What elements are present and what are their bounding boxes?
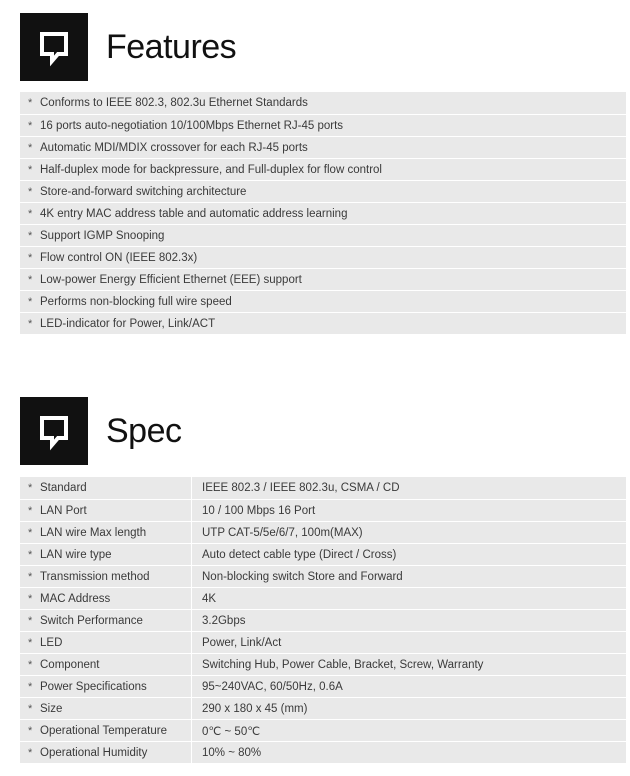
bullet-mark: *: [28, 482, 33, 494]
spec-title: Spec: [106, 411, 182, 450]
spec-key: Operational Humidity: [40, 746, 148, 759]
features-header: [20, 13, 236, 81]
feature-text: Automatic MDI/MDIX crossover for each RJ-45 ports: [40, 141, 308, 154]
list-item: [20, 224, 626, 246]
spec-key-cell: [20, 676, 192, 697]
feature-text: Support IGMP Snooping: [40, 229, 165, 242]
table-row: [20, 675, 626, 697]
bullet-mark: *: [28, 548, 33, 561]
table-row: [20, 719, 626, 741]
spec-key-cell: [20, 566, 192, 587]
table-row: [20, 499, 626, 521]
spec-key: LAN wire Max length: [40, 526, 147, 539]
feature-text: 16 ports auto-negotiation 10/100Mbps Ethernet RJ-45 ports: [40, 119, 344, 132]
speech-bubble-icon: [20, 397, 88, 465]
bullet-mark: *: [28, 317, 33, 330]
bullet-mark: *: [28, 680, 33, 693]
bullet-mark: *: [28, 504, 33, 517]
table-row: [20, 741, 626, 763]
spec-value: 10% ~ 80%: [202, 746, 262, 759]
spec-value: Switching Hub, Power Cable, Bracket, Screw, Warranty: [202, 658, 484, 671]
spec-key-cell: [20, 588, 192, 609]
bullet-mark: *: [28, 119, 33, 132]
spec-key-cell: [20, 610, 192, 631]
spec-key-cell: [20, 698, 192, 719]
bullet-mark: *: [28, 163, 33, 176]
list-item: [20, 180, 626, 202]
spec-key: LAN Port: [40, 504, 87, 517]
spec-key: Transmission method: [40, 570, 150, 583]
feature-text: Store-and-forward switching architecture: [40, 185, 247, 198]
bullet-mark: *: [28, 570, 33, 583]
table-row: [20, 565, 626, 587]
bullet-mark: *: [28, 141, 33, 154]
spec-key-cell: [20, 632, 192, 653]
table-row: [20, 477, 626, 499]
list-item: [20, 158, 626, 180]
spec-key: Operational Temperature: [40, 724, 167, 737]
list-item: [20, 202, 626, 224]
features-title: Features: [106, 27, 237, 66]
feature-text: Flow control ON (IEEE 802.3x): [40, 251, 198, 264]
spec-key-cell: [20, 654, 192, 675]
spec-key-cell: [20, 720, 192, 741]
bullet-mark: *: [28, 702, 33, 715]
bullet-mark: *: [28, 746, 33, 759]
list-item: [20, 268, 626, 290]
spec-value: Non-blocking switch Store and Forward: [202, 570, 403, 583]
spec-key-cell: [20, 544, 192, 565]
bullet-mark: *: [28, 229, 33, 242]
bullet-mark: *: [28, 207, 33, 220]
spec-key: Switch Performance: [40, 614, 143, 627]
feature-text: Half-duplex mode for backpressure, and Full-duplex for flow control: [40, 163, 382, 176]
list-item: [20, 136, 626, 158]
spec-table: [20, 477, 626, 763]
list-item: [20, 290, 626, 312]
spec-key: Power Specifications: [40, 680, 147, 693]
list-item: [20, 246, 626, 268]
spec-value: 95~240VAC, 60/50Hz, 0.6A: [202, 680, 343, 693]
bullet-mark: *: [28, 526, 33, 539]
spec-key-cell: [20, 522, 192, 543]
spec-value: 4K: [202, 592, 217, 605]
spec-value: 3.2Gbps: [202, 614, 246, 627]
bullet-mark: *: [28, 97, 33, 109]
spec-key: Standard: [40, 482, 87, 494]
spec-header: [20, 397, 182, 465]
bullet-mark: *: [28, 295, 33, 308]
spec-value: 0℃ ~ 50℃: [202, 725, 261, 738]
spec-value: 290 x 180 x 45 (mm): [202, 702, 308, 715]
bullet-mark: *: [28, 614, 33, 627]
speech-bubble-icon: [20, 13, 88, 81]
spec-key-cell: [20, 742, 192, 763]
spec-value: Power, Link/Act: [202, 636, 282, 649]
list-item: [20, 312, 626, 334]
feature-text: 4K entry MAC address table and automatic address learning: [40, 207, 348, 220]
table-row: [20, 609, 626, 631]
bullet-mark: *: [28, 658, 33, 671]
spec-key: Size: [40, 702, 63, 715]
feature-text: Conforms to IEEE 802.3, 802.3u Ethernet Standards: [40, 97, 308, 109]
table-row: [20, 543, 626, 565]
spec-key: LED: [40, 636, 63, 649]
feature-text: Performs non-blocking full wire speed: [40, 295, 232, 308]
spec-value: UTP CAT-5/5e/6/7, 100m(MAX): [202, 526, 363, 539]
features-list: [20, 92, 626, 334]
table-row: [20, 521, 626, 543]
list-item: [20, 92, 626, 114]
list-item: [20, 114, 626, 136]
spec-key-cell: [20, 477, 192, 499]
bullet-mark: *: [28, 592, 33, 605]
bullet-mark: *: [28, 185, 33, 198]
table-row: [20, 697, 626, 719]
bullet-mark: *: [28, 636, 33, 649]
spec-key: MAC Address: [40, 592, 111, 605]
feature-text: LED-indicator for Power, Link/ACT: [40, 317, 216, 330]
table-row: [20, 631, 626, 653]
spec-key: LAN wire type: [40, 548, 112, 561]
feature-text: Low-power Energy Efficient Ethernet (EEE) support: [40, 273, 302, 286]
spec-value: IEEE 802.3 / IEEE 802.3u, CSMA / CD: [202, 482, 400, 494]
bullet-mark: *: [28, 273, 33, 286]
bullet-mark: *: [28, 724, 33, 737]
spec-value: Auto detect cable type (Direct / Cross): [202, 548, 397, 561]
table-row: [20, 653, 626, 675]
spec-value: 10 / 100 Mbps 16 Port: [202, 504, 316, 517]
spec-key-cell: [20, 500, 192, 521]
bullet-mark: *: [28, 251, 33, 264]
spec-key: Component: [40, 658, 100, 671]
table-row: [20, 587, 626, 609]
